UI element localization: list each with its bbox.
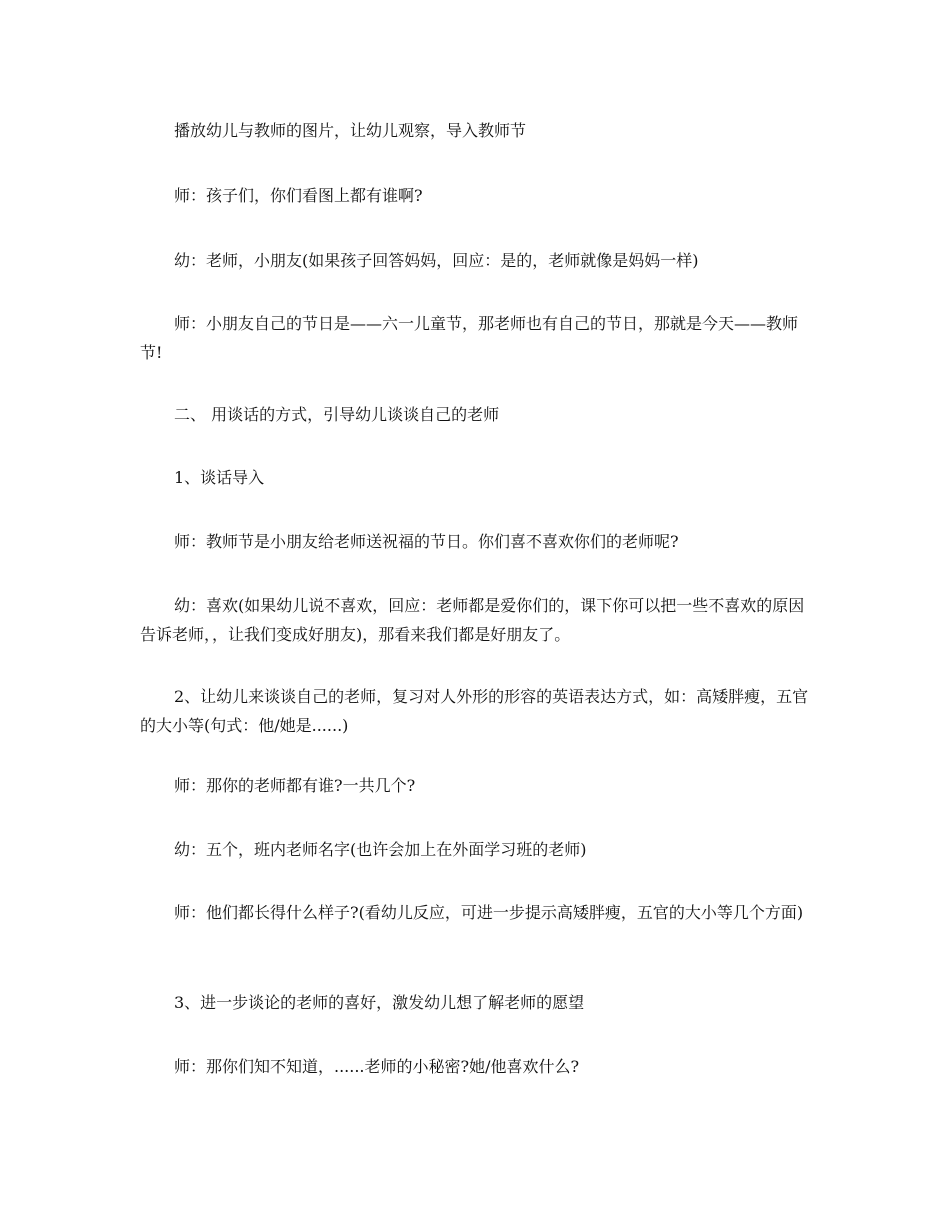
subheading-1: 1、谈话导入 [174, 468, 265, 487]
paragraph-intro: 播放幼儿与教师的图片，让幼儿观察，导入教师节 [174, 121, 527, 140]
paragraph-teacher-festival: 师：小朋友自己的节日是——六一儿童节，那老师也有自己的节日，那就是今天——教师节! [140, 314, 799, 362]
subheading-2: 2、让幼儿来谈谈自己的老师，复习对人外形的形容的英语表达方式，如：高矮胖瘦，五官的大小等(句式：他/她是......) [140, 687, 809, 735]
paragraph-child-five: 幼：五个，班内老师名字(也许会加上在外面学习班的老师) [174, 840, 587, 859]
paragraph-child-like: 幼：喜欢(如果幼儿说不喜欢，回应：老师都是爱你们的，课下你可以把一些不喜欢的原因告诉老师，，让我们变成好朋友)，那看来我们都是好朋友了。 [140, 596, 805, 644]
paragraph-teacher-question: 师：孩子们，你们看图上都有谁啊? [174, 186, 423, 205]
paragraph-teacher-looks: 师：他们都长得什么样子?(看幼儿反应，可进一步提示高矮胖瘦，五官的大小等几个方面) [174, 903, 804, 922]
subheading-3: 3、进一步谈论的老师的喜好，激发幼儿想了解老师的愿望 [174, 993, 585, 1012]
paragraph-child-answer: 幼：老师，小朋友(如果孩子回答妈妈，回应：是的，老师就像是妈妈一样) [174, 251, 699, 270]
paragraph-teacher-like: 师：教师节是小朋友给老师送祝福的节日。你们喜不喜欢你们的老师呢? [174, 532, 679, 551]
paragraph-teacher-secret: 师：那你们知不知道，......老师的小秘密?她/他喜欢什么? [174, 1057, 580, 1076]
paragraph-teacher-who: 师：那你的老师都有谁?一共几个? [174, 776, 416, 795]
section-heading-2: 二、 用谈话的方式，引导幼儿谈谈自己的老师 [174, 405, 500, 424]
